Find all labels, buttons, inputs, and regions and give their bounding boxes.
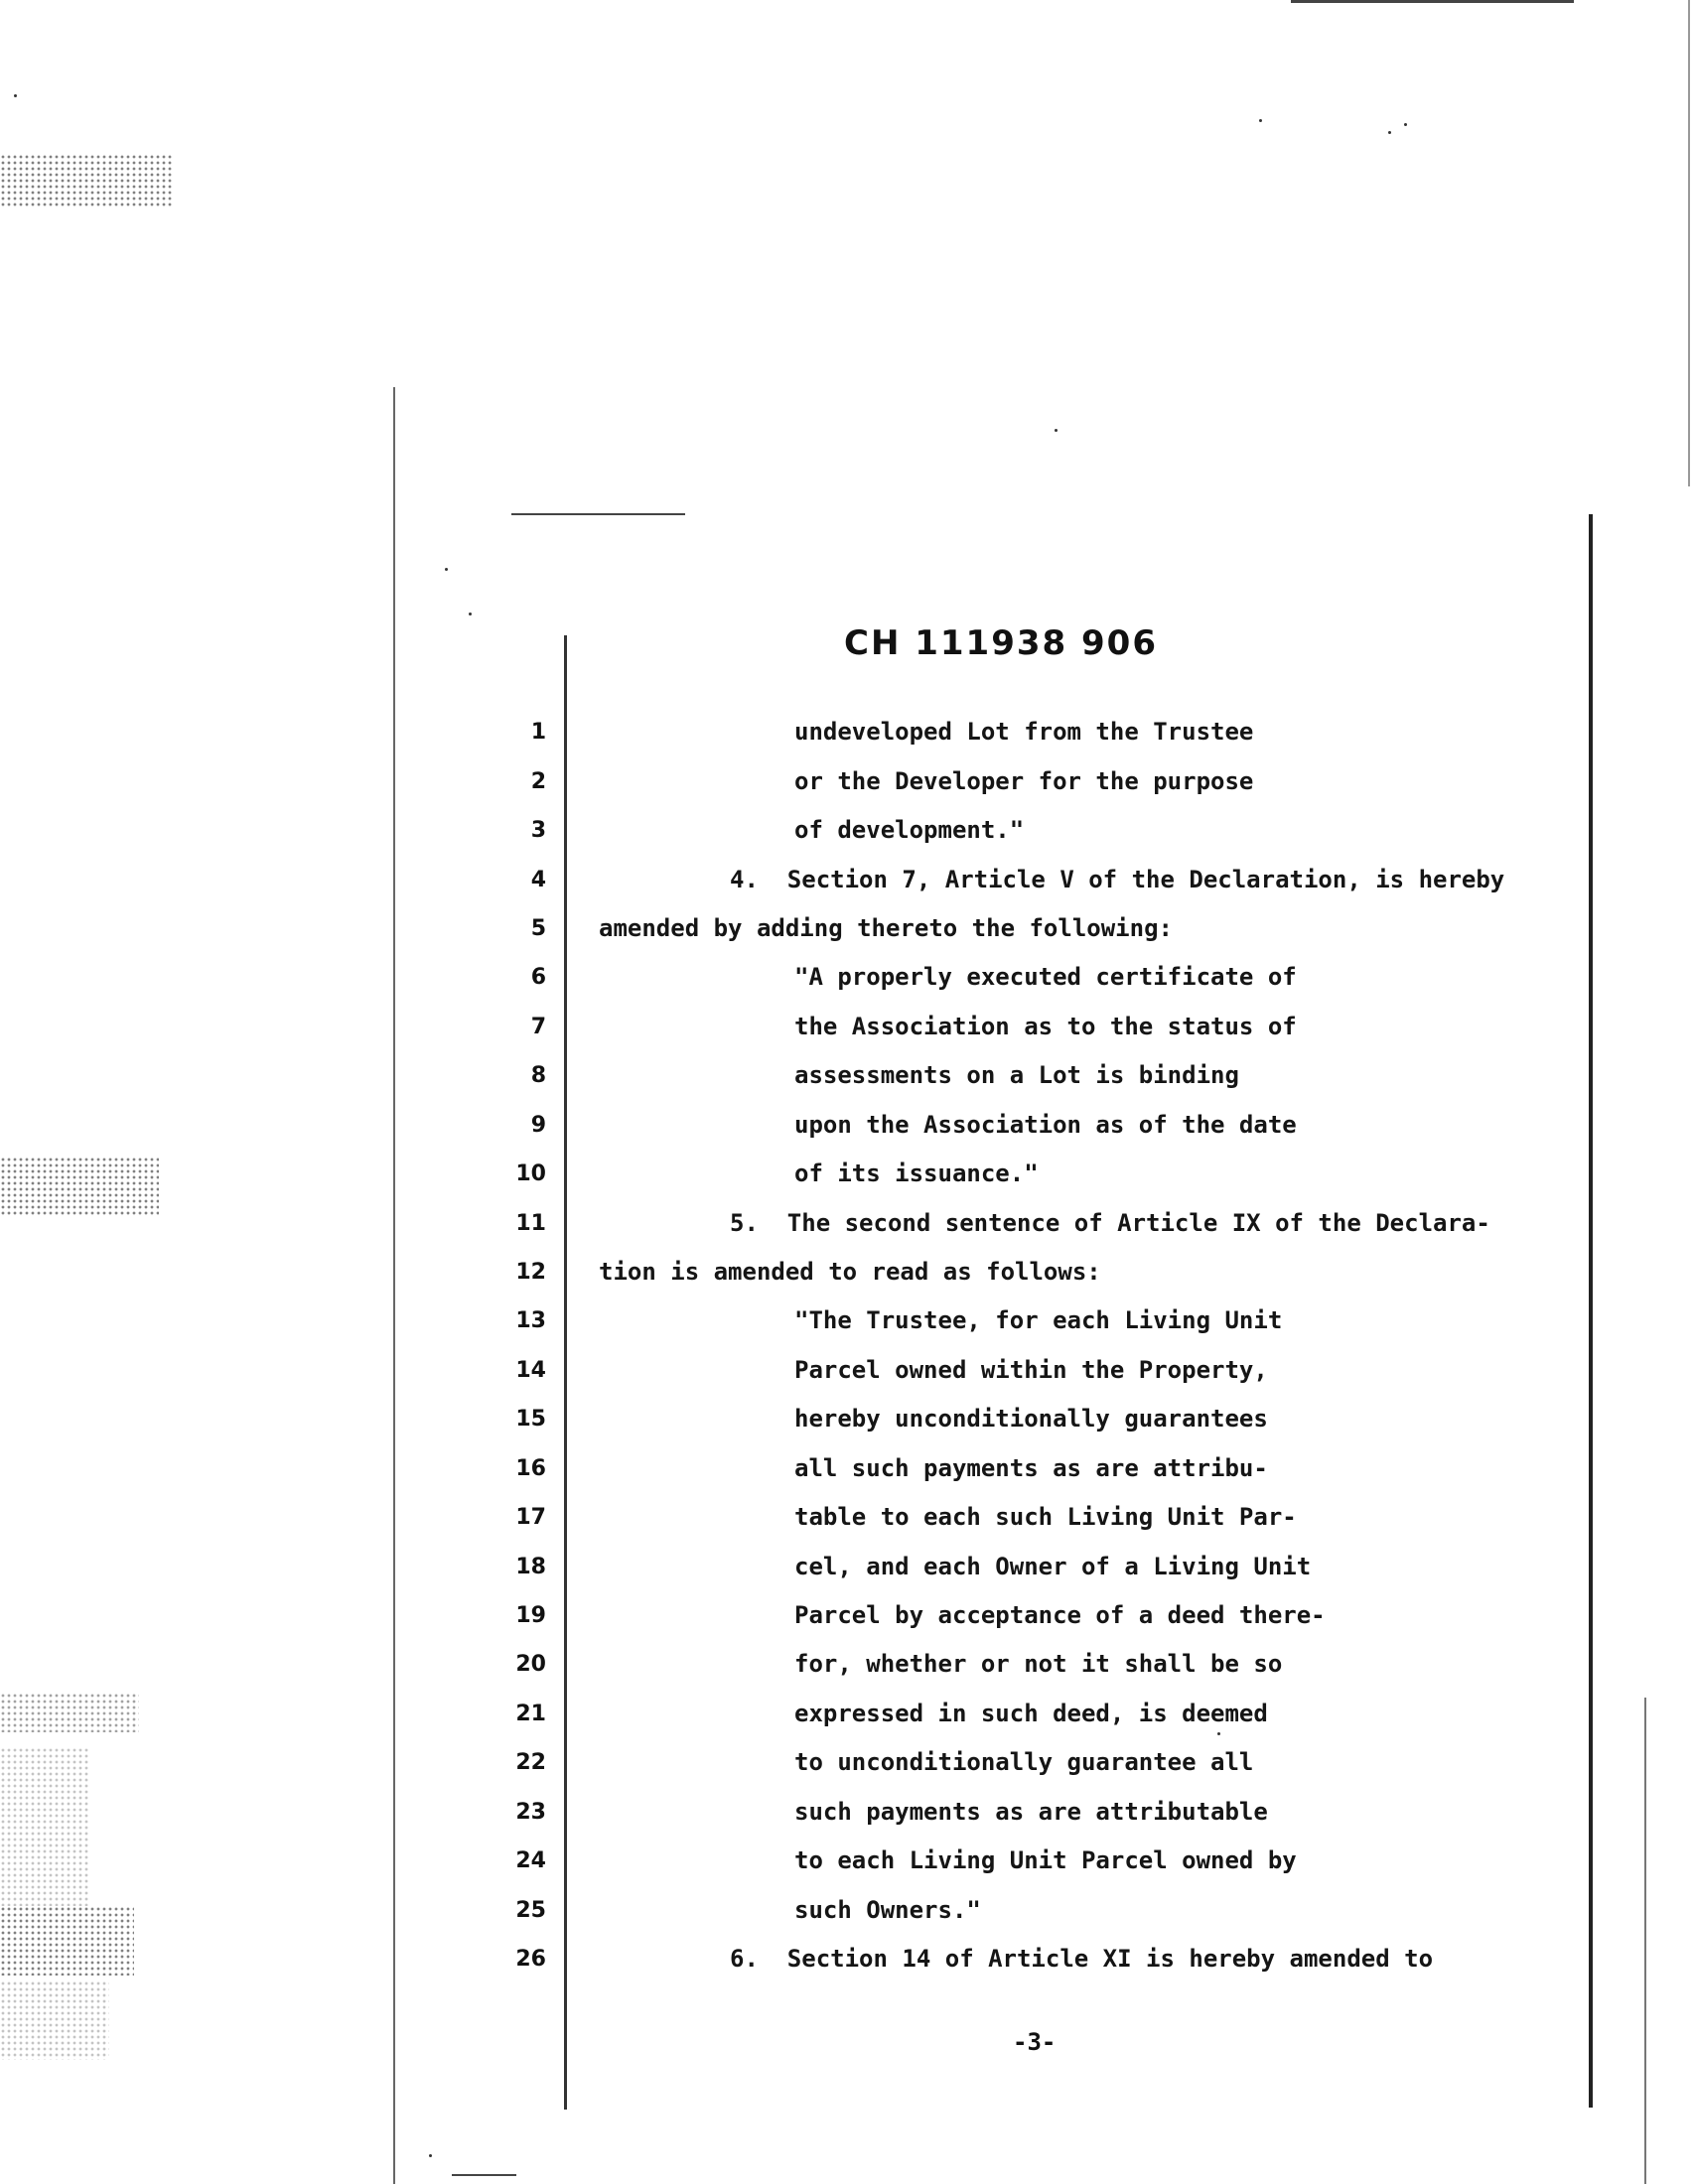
scan-speckle xyxy=(1055,429,1058,432)
edge-rule xyxy=(1688,0,1690,486)
line-number: 6 xyxy=(530,965,546,990)
scan-artifact xyxy=(0,1157,159,1216)
line-number: 9 xyxy=(530,1113,546,1138)
text-line: assessments on a Lot is binding xyxy=(794,1061,1239,1089)
line-number: 10 xyxy=(515,1161,546,1186)
text-line: of its issuance." xyxy=(794,1160,1039,1187)
text-line: 6. Section 14 of Article XI is hereby amended to xyxy=(730,1945,1434,1973)
text-line: table to each such Living Unit Par- xyxy=(794,1503,1297,1531)
scan-artifact xyxy=(0,1747,89,1906)
line-number: 21 xyxy=(515,1702,546,1726)
text-line: upon the Association as of the date xyxy=(794,1111,1297,1139)
line-number-rule xyxy=(564,635,567,2110)
scan-artifact xyxy=(0,1693,139,1732)
line-number: 26 xyxy=(515,1947,546,1972)
line-number: 16 xyxy=(515,1456,546,1481)
scan-artifact xyxy=(0,154,174,208)
text-line: to unconditionally guarantee all xyxy=(794,1748,1254,1776)
line-number: 14 xyxy=(515,1358,546,1383)
scan-speckle xyxy=(429,2154,432,2157)
line-number: 2 xyxy=(530,769,546,794)
text-line: such Owners." xyxy=(794,1896,981,1924)
scan-speckle xyxy=(1259,119,1262,122)
text-line: of development." xyxy=(794,816,1025,844)
scan-speckle xyxy=(1217,1732,1220,1735)
text-line: undeveloped Lot from the Trustee xyxy=(794,718,1254,746)
line-number: 18 xyxy=(515,1555,546,1579)
document-id-stamp: CH 111938 906 xyxy=(844,623,1158,663)
right-margin-rule xyxy=(1589,514,1593,2108)
text-line: hereby unconditionally guarantees xyxy=(794,1405,1268,1433)
text-line: Parcel by acceptance of a deed there- xyxy=(794,1601,1326,1629)
text-line: "The Trustee, for each Living Unit xyxy=(794,1306,1283,1334)
line-number: 3 xyxy=(530,818,546,843)
scan-speckle xyxy=(1404,123,1407,126)
text-line: the Association as to the status of xyxy=(794,1013,1297,1040)
scan-rule xyxy=(1291,0,1574,3)
line-number: 8 xyxy=(530,1063,546,1088)
text-line: tion is amended to read as follows: xyxy=(599,1258,1101,1286)
text-line: such payments as are attributable xyxy=(794,1798,1268,1826)
scan-speckle xyxy=(1388,131,1391,134)
line-number: 20 xyxy=(515,1652,546,1677)
line-number: 25 xyxy=(515,1898,546,1923)
line-number: 13 xyxy=(515,1308,546,1333)
text-line: for, whether or not it shall be so xyxy=(794,1650,1283,1678)
text-line: 5. The second sentence of Article IX of the Declara- xyxy=(730,1209,1490,1237)
text-line: Parcel owned within the Property, xyxy=(794,1356,1268,1384)
line-number: 23 xyxy=(515,1800,546,1825)
line-number: 17 xyxy=(515,1505,546,1530)
scan-speckle xyxy=(445,568,448,571)
left-margin-rule xyxy=(393,387,395,2184)
text-line: "A properly executed certificate of xyxy=(794,963,1297,991)
edge-rule xyxy=(1644,1698,1646,2184)
scan-rule xyxy=(452,2174,516,2176)
text-line: amended by adding thereto the following: xyxy=(599,914,1173,942)
text-line: expressed in such deed, is deemed xyxy=(794,1700,1268,1727)
text-line: cel, and each Owner of a Living Unit xyxy=(794,1553,1312,1580)
line-number: 5 xyxy=(530,916,546,941)
text-line: 4. Section 7, Article V of the Declaration, is hereby xyxy=(730,866,1505,893)
line-number: 7 xyxy=(530,1015,546,1039)
text-line: all such payments as are attribu- xyxy=(794,1454,1268,1482)
scan-speckle xyxy=(469,613,472,615)
line-number: 22 xyxy=(515,1750,546,1775)
scan-speckle xyxy=(14,94,17,97)
line-number: 11 xyxy=(515,1211,546,1236)
line-number: 19 xyxy=(515,1603,546,1628)
line-number: 24 xyxy=(515,1848,546,1873)
line-number: 4 xyxy=(530,868,546,892)
scan-rule xyxy=(511,513,685,515)
text-line: or the Developer for the purpose xyxy=(794,767,1254,795)
line-number: 1 xyxy=(530,720,546,745)
text-line: to each Living Unit Parcel owned by xyxy=(794,1846,1297,1874)
line-number: 12 xyxy=(515,1260,546,1285)
line-number: 15 xyxy=(515,1407,546,1432)
scan-artifact xyxy=(0,1906,134,1976)
page-number: -3- xyxy=(1013,2028,1057,2056)
scan-artifact xyxy=(0,1980,109,2060)
